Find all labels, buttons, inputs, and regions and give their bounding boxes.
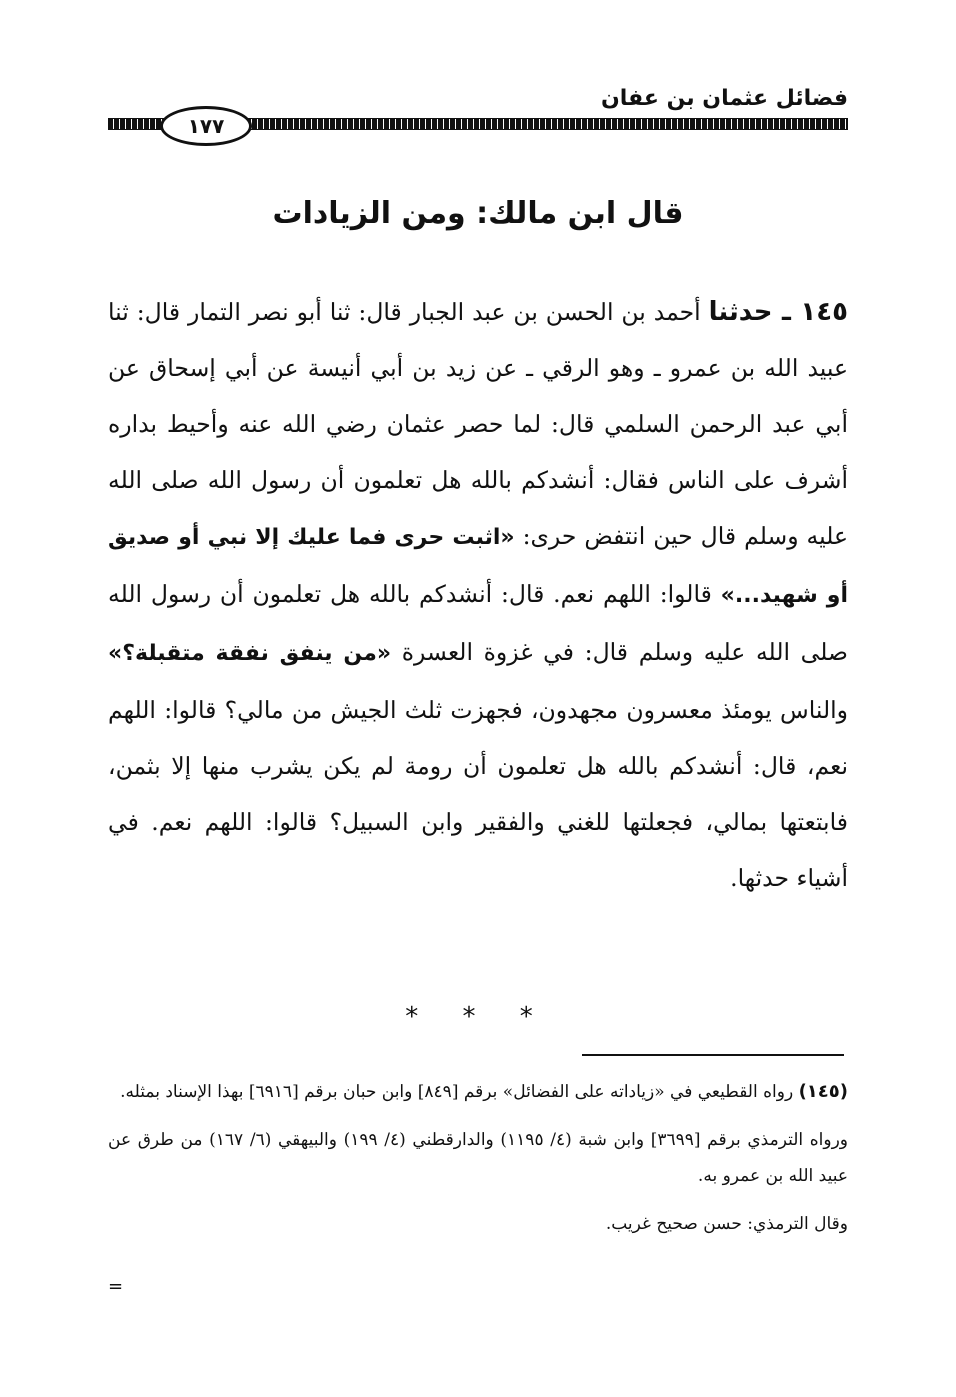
hadith-text-part3: والناس يومئذ معسرون مجهدون، فجهزت ثلث الجيش من مالي؟ قالوا: اللهم نعم، قال: أنشدكم بالله هل تعلمون أن رومة لم يكن يشرب منها إلا بثمن، فابتعتها بمالي، فجعلتها للغني والفقير وابن السبيل؟ قالوا: اللهم نعم. في أشياء حدثها.: [108, 696, 848, 892]
page-number: ١٧٧: [160, 106, 252, 146]
hadith-lead: ١٤٥ ـ حدثنا: [708, 297, 849, 327]
running-title: فضائل عثمان بن عفان: [601, 86, 848, 111]
hadith-quote-2: «من ينفق نفقة متقبلة؟»: [108, 641, 392, 666]
hadith-text-part2: قالوا: اللهم نعم. قال: أنشدكم بالله هل تعلمون أن رسول الله صلى الله عليه وسلم قال: في غزوة العسرة: [108, 580, 848, 666]
hadith-body: [108, 284, 848, 906]
footnote-1: [108, 1074, 848, 1110]
footnote-3: وقال الترمذي: حسن صحيح غريب.: [605, 1214, 848, 1234]
section-heading: قال ابن مالك: ومن الزيادات: [272, 196, 684, 231]
asterisk-separator: * * *: [405, 1002, 551, 1032]
hadith-text-part1: أحمد بن الحسن بن عبد الجبار قال: ثنا أبو نصر التمار قال: ثنا عبيد الله بن عمرو ـ وهو الرقي ـ عن زيد بن أبي أنيسة عن أبي إسحاق عن أبي عبد الرحمن السلمي قال: لما حصر عثمان رضي الله عنه وأحيط بداره أشرف على الناس فقال: أنشدكم بالله هل تعلمون أن رسول الله صلى الله عليه وسلم قال حين انتفض حرى:: [108, 298, 849, 550]
hadith-quote-1: «اثبت حرى فما عليك إلا نبي أو صديق أو شهيد...»: [108, 525, 848, 608]
continuation-mark: =: [108, 1276, 124, 1297]
footnote-number: (١٤٥): [798, 1081, 848, 1102]
footnotes: [108, 1074, 848, 1254]
footnote-2: ورواه الترمذي برقم [٣٦٩٩] وابن شبة (٤/ ١١٩٥) والدارقطني (٤/ ١٩٩) والبيهقي (٦/ ١٦٧) من طرق عن عبيد الله بن عمرو به.: [108, 1130, 849, 1186]
footnote-rule: [582, 1054, 844, 1056]
footnote-1-text: رواه القطيعي في «زياداته على الفضائل» برقم [٨٤٩] وابن حبان برقم [٦٩١٦] بهذا الإسناد بمثله.: [120, 1082, 799, 1102]
